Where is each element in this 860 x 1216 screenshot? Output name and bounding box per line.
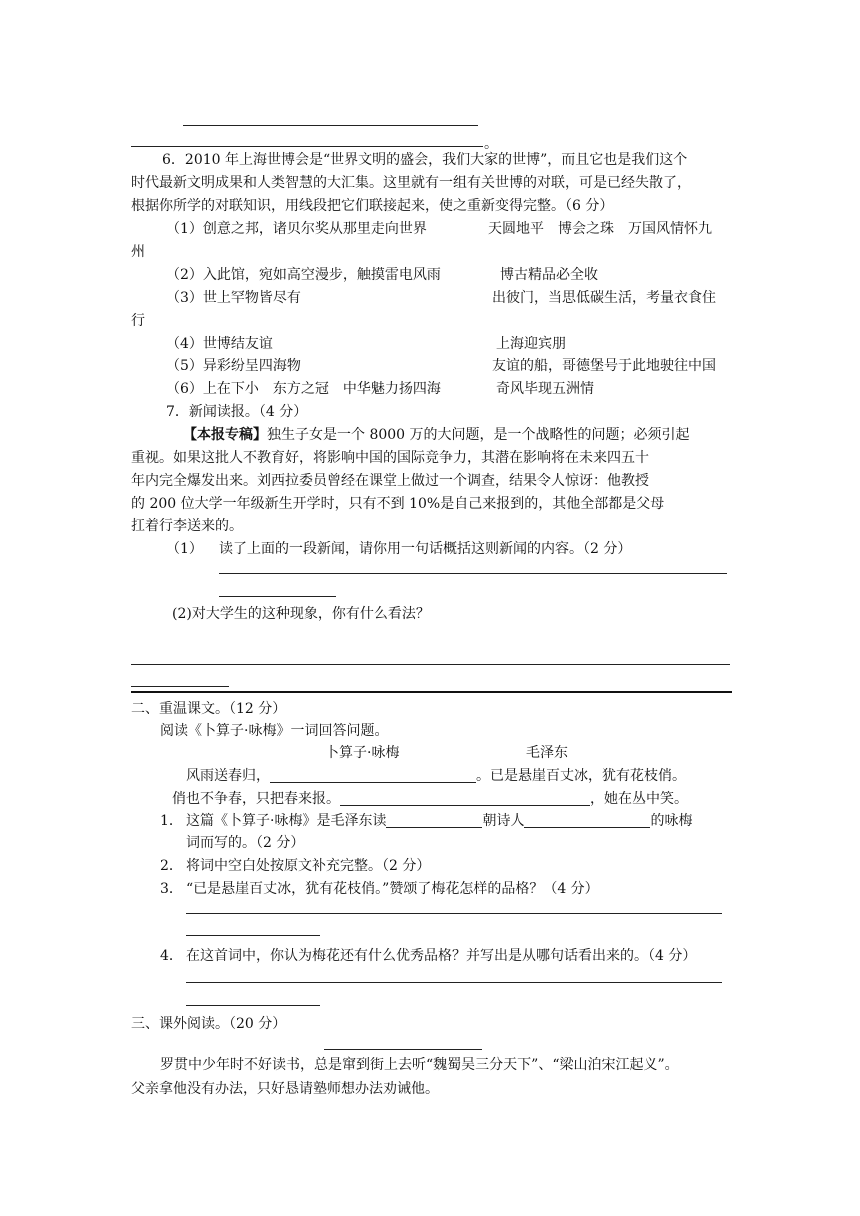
couplet-left-6: （6）上在下小 东方之冠 中华魅力扬四海	[166, 381, 441, 397]
q-text: 的咏梅	[650, 813, 693, 829]
answer-line[interactable]	[186, 935, 320, 936]
q-text: 这篇《卜算子·咏梅》是毛泽东读	[186, 813, 387, 829]
poem-text: 俏也不争春，只把春来报。	[172, 791, 340, 807]
news-line-4: 的 200 位大学一年级新生开学时，只有不到 10%是自己来报到的，其他全部都是父母	[131, 496, 665, 512]
couplet-left-4: （4）世博结友谊	[166, 336, 273, 352]
answer-line[interactable]	[183, 125, 478, 126]
news-line-3: 年内完全爆发出来。刘西拉委员曾经在课堂上做过一个调查，结果令人惊讶：他教授	[131, 473, 649, 489]
news-line-2: 重视。如果这批人不教育好，将影响中国的国际竞争力，其潜在影响将在未来四五十	[131, 450, 649, 466]
answer-line[interactable]	[186, 913, 722, 914]
q-text: 朝诗人	[482, 813, 525, 829]
section-2-heading: 二、重温课文。（12 分）	[131, 701, 287, 717]
q1-number: 1．	[160, 813, 183, 829]
passage-line-1: 罗贯中少年时不好读书，总是窜到街上去听“魏蜀吴三分天下”、“梁山泊宋江起义”。	[160, 1057, 679, 1073]
news-line-1	[183, 425, 690, 445]
answer-line[interactable]	[131, 664, 730, 665]
couplet-right-5: 友谊的船，哥德堡号于此地驶往中国	[492, 358, 716, 374]
poem-text: ，她在丛中笑。	[590, 791, 688, 807]
q1-continuation: 词而写的。（2 分）	[186, 835, 305, 851]
couplet-right-1: 天圆地平 博会之珠 万国风情怀九	[488, 221, 712, 237]
couplet-right-2: 博古精品必全收	[500, 267, 598, 283]
q3-text: “已是悬崖百丈冰，犹有花枝俏。”赞颂了梅花怎样的品格？（4 分）	[186, 881, 599, 897]
q2-number: 2．	[160, 858, 183, 874]
poem-author: 毛泽东	[526, 745, 568, 761]
q7-sub2-text: (2)对大学生的这种现象，你有什么看法？	[172, 606, 430, 622]
couplet-right-4: 上海迎宾朋	[496, 336, 566, 352]
q6-intro-line-2: 时代最新文明成果和人类智慧的大汇集。这里就有一组有关世博的对联，可是已经失散了，	[131, 175, 691, 191]
title-blank-line[interactable]	[324, 1049, 482, 1050]
answer-line[interactable]	[186, 982, 722, 983]
q3-number: 3．	[160, 881, 183, 897]
news-tag: 【本报专稿】	[183, 427, 267, 443]
blank-field[interactable]	[386, 813, 482, 828]
blank-field[interactable]	[524, 813, 650, 828]
q1-text	[186, 811, 692, 831]
couplet-left-5: （5）异彩纷呈四海物	[166, 358, 301, 374]
poem-line-2	[172, 789, 688, 809]
blank-field[interactable]	[340, 791, 590, 806]
blank-field[interactable]	[270, 768, 476, 783]
section-3-heading: 三、课外阅读。（20 分）	[131, 1016, 287, 1032]
q7-sub1-number: （1）	[166, 541, 203, 557]
passage-line-2: 父亲拿他没有办法，只好恳请塾师想办法劝诫他。	[131, 1081, 439, 1097]
poem-title: 卜算子·咏梅	[325, 745, 400, 761]
answer-line[interactable]	[186, 1005, 320, 1006]
couplet-left-1: （1）创意之邦，诸贝尔奖从那里走向世界	[166, 221, 427, 237]
q2-text: 将词中空白处按原文补充完整。（2 分）	[186, 858, 431, 874]
answer-line[interactable]	[219, 596, 336, 597]
news-text: 独生子女是一个 8000 万的大问题，是一个战略性的问题；必须引起	[267, 427, 690, 443]
couplet-wrap-3: 行	[131, 313, 145, 329]
poem-line-1	[186, 766, 686, 786]
q6-intro-line-1: 6．2010 年上海世博会是“世界文明的盛会，我们大家的世博”，而且它也是我们这个	[162, 152, 688, 168]
section-divider	[131, 691, 732, 693]
period-mark: 。	[484, 136, 498, 152]
q4-text: 在这首词中，你认为梅花还有什么优秀品格？并写出是从哪句话看出来的。（4 分）	[186, 948, 697, 964]
q4-number: 4．	[160, 948, 183, 964]
q7-sub1-text: 读了上面的一段新闻，请你用一句话概括这则新闻的内容。（2 分）	[219, 541, 632, 557]
poem-text: 。已是悬崖百丈冰，犹有花枝俏。	[476, 768, 686, 784]
section-2-intro: 阅读《卜算子·咏梅》一词回答问题。	[160, 723, 389, 739]
answer-line[interactable]	[131, 146, 483, 147]
q6-intro-line-3: 根据你所学的对联知识，用线段把它们联接起来，使之重新变得完整。（6 分）	[131, 198, 614, 214]
couplet-right-3: 出彼门，当思低碳生活，考量衣食住	[492, 290, 716, 306]
poem-text: 风雨送春归，	[186, 768, 270, 784]
couplet-left-3: （3）世上罕物皆尽有	[166, 290, 301, 306]
answer-line[interactable]	[219, 573, 727, 574]
couplet-wrap-1: 州	[131, 244, 145, 260]
couplet-right-6: 奇风毕现五洲情	[496, 381, 594, 397]
couplet-left-2: （2）入此馆，宛如高空漫步，触摸雷电风雨	[166, 267, 441, 283]
answer-line[interactable]	[131, 686, 229, 687]
news-line-5: 扛着行李送来的。	[131, 518, 243, 534]
q7-title: 7．新闻读报。（4 分）	[166, 404, 308, 420]
